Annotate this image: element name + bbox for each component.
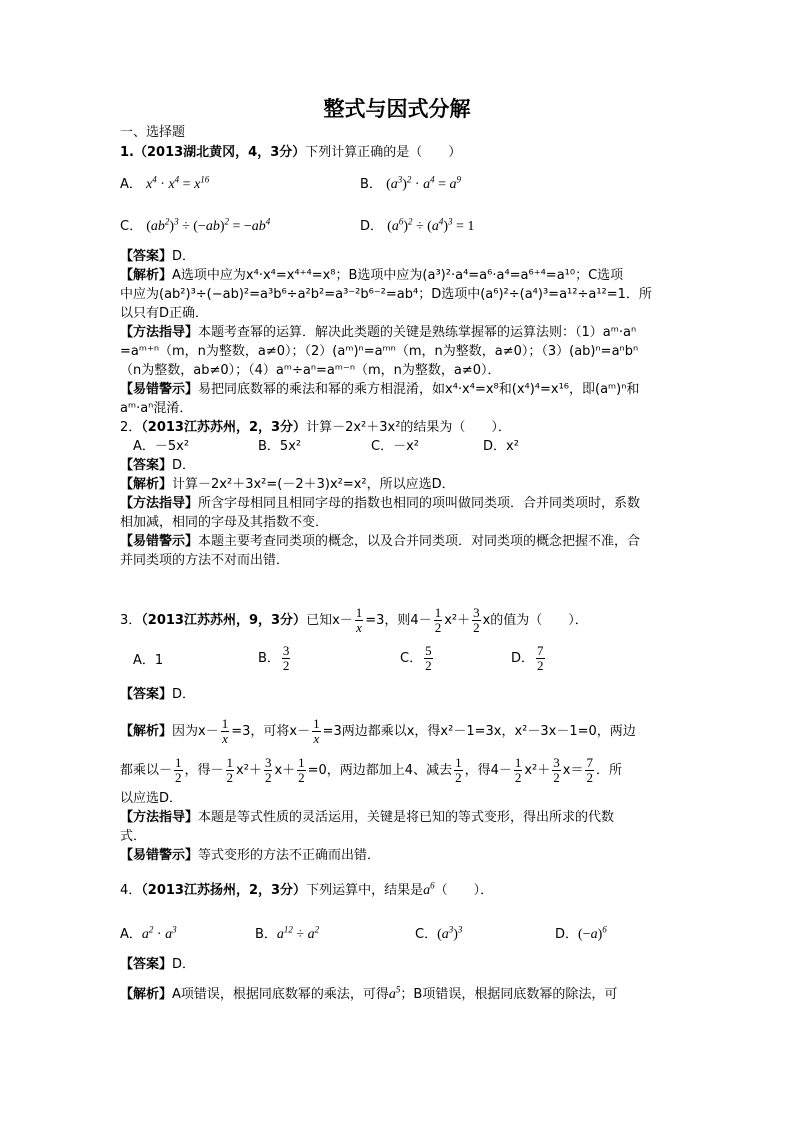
q1-method-line-2: =aᵐ⁺ⁿ（m，n为整数，a≠0）；（2）(aᵐ)ⁿ=aᵐⁿ（m，n为整数，a≠0）；（3）(ab)ⁿ=aⁿbⁿ [120,344,639,359]
q1-answer: 【答案】D． [120,249,196,264]
q1-analysis-line-3: 以只有D正确． [120,306,209,321]
q2-method: 【方法指导】所含字母相同且相同字母的指数也相同的项叫做同类项．合并同类项时，系数 [120,496,641,511]
option-b: B． $\frac{3}{2}$ [258,643,290,673]
q1-warning: 【易错警示】易把同底数幂的乘法和幂的乘方相混淆，如x⁴·x⁴=x⁸和(x⁴)⁴=x¹⁶，即(aᵐ)ⁿ和 [120,382,640,397]
question-1-stem [120,144,461,161]
q1-analysis-line-2: 中应为(ab²)³÷(−ab)²=a³b⁶÷a²b²=a³⁻²b⁶⁻²=ab⁴；D选项中(a⁶)²÷(a⁴)³=a¹²÷a¹²=1．所 [120,287,652,302]
q3-method-line-2: 式． [120,829,147,844]
question-4-stem: 4．（2013江苏扬州，2，3分）下列运算中，结果是$a^6$（ ）． [120,880,494,898]
q1-method-line-3: （n为整数，ab≠0）；（4）aᵐ÷aⁿ=aᵐ⁻ⁿ（m，n为整数，a≠0）． [120,363,501,378]
option-c: C．$(a^3)^3$ [415,924,463,942]
question-number: 4． [120,883,142,898]
question-number: 3． [120,613,142,628]
option-a: A．1 [133,653,164,668]
question-source: （2013江苏苏州，2，3分） [141,420,307,435]
option-c: C． $(ab^2)^3 \div (-ab)^2 = -ab^4$ [120,216,271,234]
option-a: A． $x^4 \cdot x^4 = x^{16}$ [120,174,210,192]
q3-analysis-line-2: 都乘以－ $\frac{1}{2}$ ，得－ $\frac{1}{2}$ x²＋ $\frac{3}{2}$ x＋ $\frac{1}{2}$ =0，两边都加上4、减去 $\frac{1}{2}$ ，得4－ $\frac{1}{2}$ x²＋ $\frac{3}{2}$ x＝ $\frac{7}{2}$ ．所 [120,755,622,785]
question-3-stem: 3．（2013江苏苏州，9，3分）已知x－ $\frac{1}{x}$ =3，则4－ $\frac{1}{2}$ x²＋ $\frac{3}{2}$ x的值为（ ）． [120,605,588,635]
page-title: 整式与因式分解 [323,97,471,121]
question-text: 下列计算正确的是（ ） [305,145,462,160]
option-b: B． $(a^3)^2 \cdot a^4 = a^9$ [360,174,461,192]
option-d: D． $\frac{7}{2}$ [511,643,544,673]
q3-answer: 【答案】D． [120,687,196,702]
q1-analysis: 【解析】A选项中应为x⁴·x⁴=x⁴⁺⁴=x⁸；B选项中应为(a³)²·a⁴=a⁶·a⁴=a⁶⁺⁴=a¹⁰；C选项 [120,268,624,283]
option-d: D．$(-a)^6$ [555,924,607,942]
option-a: A．$a^2 \cdot a^3$ [120,924,177,942]
q4-analysis: 【解析】A项错误，根据同底数幂的乘法，可得$a^5$；B项错误，根据同底数幂的除法，可 [120,984,618,1002]
option-b: B．$a^{12} \div a^2$ [255,924,320,942]
q2-answer: 【答案】D． [120,458,196,473]
option-d: D． $(a^6)^2 \div (a^4)^3 = 1$ [360,216,475,234]
q3-warning: 【易错警示】等式变形的方法不正确而出错． [120,848,381,863]
question-number: 2． [120,420,142,435]
q3-analysis: 【解析】因为x－ $\frac{1}{x}$ =3，可将x－ $\frac{1}{x}$ =3两边都乘以x，得x²－1=3x，x²－3x－1=0，两边 [120,716,636,746]
question-number: 1. [120,145,134,160]
q1-warning-line-2: aᵐ·aⁿ混淆． [120,401,193,416]
question-source: （2013江苏苏州，9，3分） [141,613,307,628]
q2-analysis: 【解析】计算－2x²＋3x²=(－2＋3)x²=x²，所以应选D． [120,477,455,492]
q2-method-line-2: 相加减，相同的字母及其指数不变． [120,515,329,530]
option-b: B．5x² [258,439,302,454]
question-source: （2013湖北黄冈，4，3分） [133,145,306,160]
option-c: C．－x² [371,439,419,454]
section-heading: 一、选择题 [120,125,186,140]
q3-method: 【方法指导】本题是等式性质的灵活运用，关键是将已知的等式变形，得出所求的代数 [120,810,615,825]
q1-method: 【方法指导】本题考查幂的运算．解决此类题的关键是熟练掌握幂的运算法则：（1）aᵐ·aⁿ [120,325,637,340]
question-2-stem [120,419,511,436]
q4-answer: 【答案】D． [120,957,196,972]
q2-warning: 【易错警示】本题主要考查同类项的概念，以及合并同类项．对同类项的概念把握不准，合 [120,534,641,549]
option-d: D．x² [483,439,519,454]
q2-warning-line-2: 并同类项的方法不对而出错． [120,553,290,568]
q3-analysis-line-3: 以应选D． [120,791,183,806]
question-source: （2013江苏扬州，2，3分） [141,883,307,898]
option-c: C． $\frac{5}{2}$ [400,643,432,673]
option-a: A．－5x² [133,439,190,454]
question-text: 计算－2x²＋3x²的结果为（ ）． [306,420,511,435]
